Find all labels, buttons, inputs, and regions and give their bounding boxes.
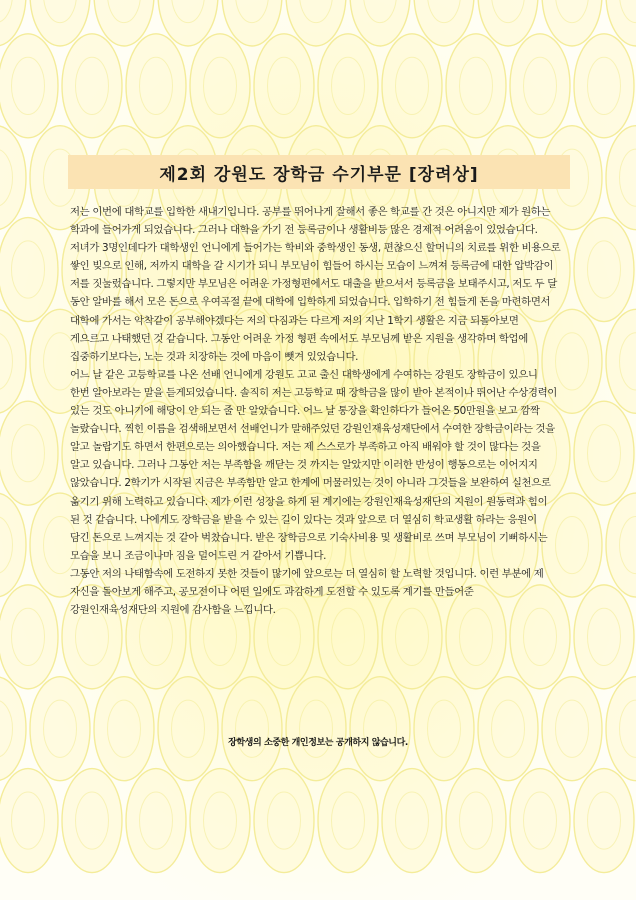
decorative-circle <box>574 769 634 873</box>
essay-line: 한번 알아보라는 말을 듣게되었습니다. 솔직히 저는 고등학교 때 장학금을 많이 받아 본적이나 뛰어난 수상경력이 <box>70 386 557 399</box>
decorative-circle <box>382 34 442 138</box>
decorative-circle <box>30 677 90 781</box>
decorative-circle <box>318 34 378 138</box>
decorative-circle <box>62 769 122 873</box>
decorative-circle <box>510 769 570 873</box>
decorative-circle <box>414 677 474 781</box>
essay-line: 않았습니다. 2학기가 시작된 지금은 부족함만 알고 한계에 머물러있는 것이 아니라 그것들을 보완하여 실천으로 <box>70 477 551 490</box>
decorative-circle <box>574 401 634 505</box>
decorative-circle <box>94 677 154 781</box>
essay-line: 있는 것도 아니기에 해당이 안 되는 줄 만 알았습니다. 어느 날 통장을 확인하다가 들어온 50만원을 보고 깜짝 <box>70 405 540 418</box>
decorative-circle <box>446 34 506 138</box>
title-banner <box>68 155 570 189</box>
essay-line: 알고 있습니다. 그러나 그동안 저는 부족함을 깨닫는 것 까지는 알았지만 이러한 반성이 행동으로는 이어지지 <box>70 459 538 472</box>
decorative-circle <box>286 677 346 781</box>
essay-line: 담긴 돈으로 느껴지는 것 같아 벅찼습니다. 받은 장학금으로 기숙사비용 및 생활비로 쓰며 부모님이 기뻐하시는 <box>70 531 548 544</box>
decorative-circle <box>62 34 122 138</box>
essay-line: 알고 놀랍기도 하면서 한편으로는 의아했습니다. 저는 제 스스로가 부족하고 아직 배워야 할 것이 많다는 것을 <box>70 441 541 454</box>
essay-line: 된 것 같습니다. 나에게도 장학금을 받을 수 있는 길이 있다는 것과 앞으로 더 열심히 학교생활 하라는 응원이 <box>70 513 537 526</box>
privacy-notice: 장학생의 소중한 개인정보는 공개하지 않습니다. <box>228 738 408 748</box>
essay-line: 게으르고 나태했던 것 같습니다. 그동안 어려운 가정 형편 속에서도 부모님께 받은 지원을 생각하며 학업에 <box>70 332 528 345</box>
decorative-circle <box>510 34 570 138</box>
decorative-circle <box>478 677 538 781</box>
decorative-circle <box>574 34 634 138</box>
decorative-circle <box>190 769 250 873</box>
page-title: 제2회 강원도 장학금 수기부문 [장려상] <box>159 164 479 185</box>
decorative-circle <box>0 585 58 689</box>
essay-line: 놀랐습니다. 찍힌 이름을 검색해보면서 선배언니가 말해주었던 강원인재육성재단에서 수여한 장학금이라는 것을 <box>70 423 555 436</box>
essay-line: 그동안 저의 나태함속에 도전하지 못한 것들이 많기에 앞으로는 더 열심히 할 노력할 것입니다. 이런 부분에 제 <box>70 567 544 580</box>
decorative-circle <box>0 769 58 873</box>
decorative-circle <box>382 769 442 873</box>
decorative-circle <box>254 34 314 138</box>
essay-line: 집중하기보다는, 노는 것과 치장하는 것에 마음이 뺏겨 있었습니다. <box>70 350 359 363</box>
essay-line: 저녀가 3명인데다가 대학생인 언니에게 들어가는 학비와 중학생인 동생, 편찮으신 할머니의 치료를 위한 비용으로 <box>70 242 561 255</box>
essay-line: 대학에 가서는 악착같이 공부해야겠다는 저의 다짐과는 다르게 저의 지난 1학기 생활은 지금 되돌아보면 <box>70 314 519 327</box>
decorative-circle <box>190 34 250 138</box>
essay-line: 저를 짓눌렀습니다. 그렇지만 부모님은 어려운 가정형편에서도 대출을 받으셔서 등록금을 보태주시고, 저도 두 달 <box>70 278 557 291</box>
essay-line: 자신을 돌아보게 해주고, 공모전이나 어떤 일에도 과감하게 도전할 수 있도록 계기를 만들어준 <box>70 585 474 598</box>
decorative-circle <box>158 677 218 781</box>
essay-line: 옮기기 위해 노력하고 있습니다. 제가 이런 성장을 하게 된 계기에는 강원인재육성재단의 지원이 원동력과 힘이 <box>70 495 548 508</box>
essay-line: 동안 알바를 해서 모은 돈으로 우여곡절 끝에 대학에 입학하게 되었습니다. 입학하기 전 힘들게 돈을 마련하면서 <box>70 296 551 309</box>
decorative-circle <box>0 218 58 322</box>
essay-line: 저는 이번에 대학교를 입학한 새내기입니다. 공부를 뛰어나게 잘해서 좋은 학교를 간 것은 아니지만 제가 원하는 <box>70 206 551 218</box>
essay-line: 모습을 보니 조금이나마 짐을 덜어드린 거 같아서 기쁩니다. <box>70 549 327 562</box>
decorative-circle <box>350 677 410 781</box>
decorative-circle <box>126 769 186 873</box>
decorative-circle <box>222 677 282 781</box>
decorative-circle <box>254 769 314 873</box>
decorative-circle <box>446 769 506 873</box>
decorative-circle <box>542 677 602 781</box>
essay-line: 학과에 들어가게 되었습니다. 그러나 대학을 가기 전 등록금이나 생활비등 많은 경제적 어려움이 있었습니다. <box>70 224 538 237</box>
decorative-circle <box>0 401 58 505</box>
essay-line: 어느 날 같은 고등학교를 나온 선배 언니에게 강원도 고교 출신 대학생에게 수여하는 강원도 장학금이 있으니 <box>70 368 538 381</box>
decorative-circle <box>126 34 186 138</box>
decorative-circle <box>318 769 378 873</box>
decorative-circle <box>574 218 634 322</box>
essay-line: 쌓인 빚으로 인해, 저까지 대학을 갈 시기가 되니 부모님이 힘들어 하시는 모습이 느껴져 등록금에 대한 압박감이 <box>70 260 554 273</box>
decorative-circle <box>0 34 58 138</box>
decorative-circle <box>574 585 634 689</box>
essay-line: 강원인재육성재단의 지원에 감사함을 느낍니다. <box>70 604 276 617</box>
essay-body <box>70 203 570 619</box>
